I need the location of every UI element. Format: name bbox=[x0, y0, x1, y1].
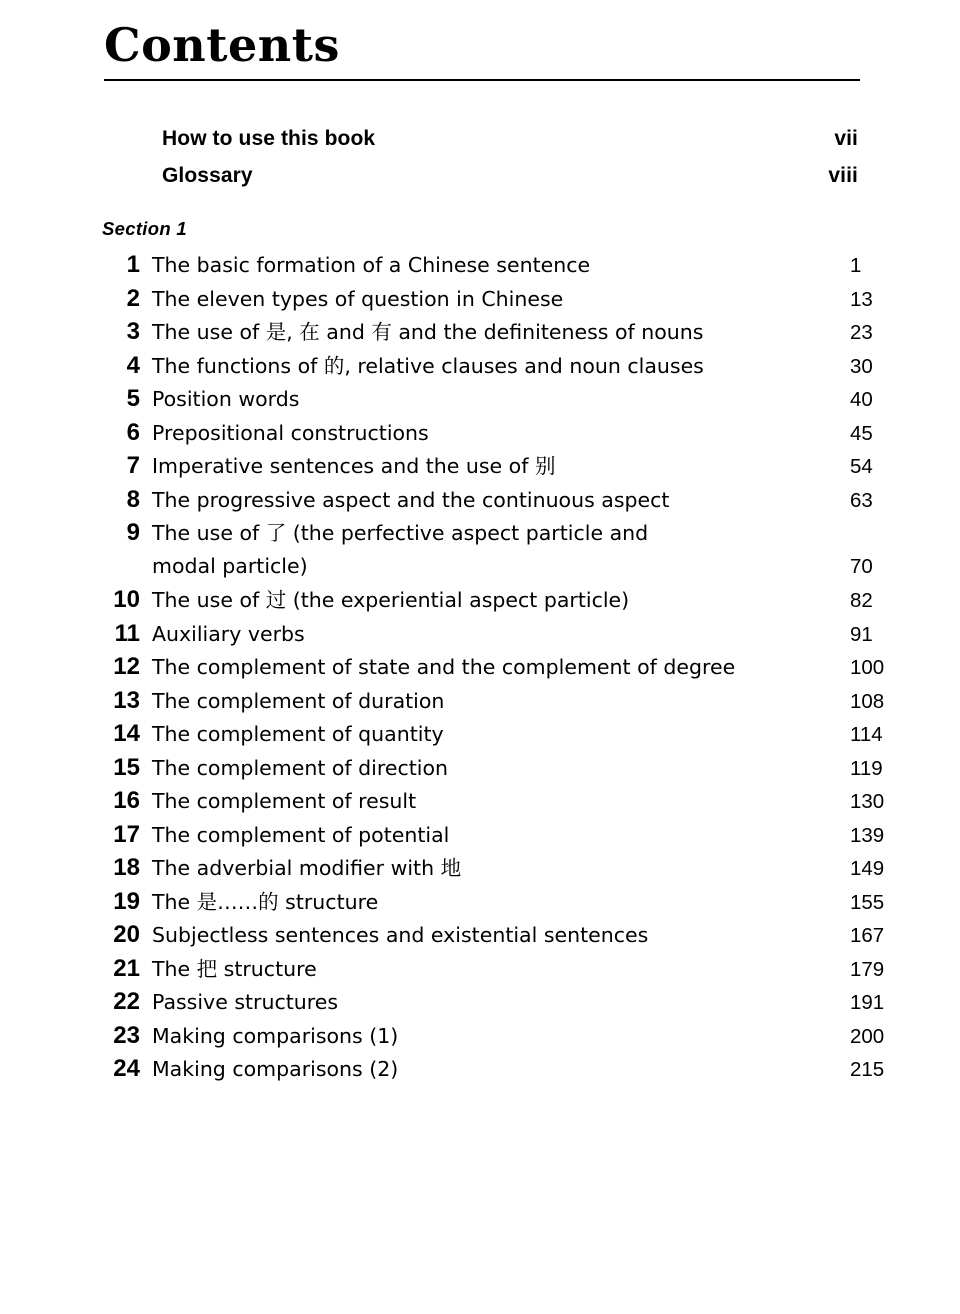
toc-row[interactable] bbox=[0, 483, 960, 517]
toc-number: 2 bbox=[126, 284, 140, 312]
toc-label: Passive structures bbox=[152, 990, 339, 1015]
toc-number: 12 bbox=[113, 653, 140, 681]
toc-label: The complement of direction bbox=[152, 755, 448, 780]
toc-page: 215 bbox=[850, 1058, 885, 1082]
toc-page: 108 bbox=[850, 689, 885, 713]
toc-number: 8 bbox=[126, 485, 140, 513]
toc-page: 155 bbox=[850, 890, 885, 914]
toc-label: The complement of quantity bbox=[152, 722, 444, 747]
toc-row[interactable] bbox=[0, 717, 960, 751]
toc-row[interactable] bbox=[0, 617, 960, 651]
toc-page: 40 bbox=[850, 388, 873, 412]
toc-label: Position words bbox=[152, 387, 300, 412]
toc-label: The 把 structure bbox=[152, 956, 317, 981]
toc-label: Making comparisons (2) bbox=[152, 1057, 399, 1082]
toc-row[interactable] bbox=[0, 1019, 960, 1053]
toc-number: 1 bbox=[126, 251, 140, 279]
toc-row[interactable] bbox=[0, 248, 960, 282]
toc-row[interactable] bbox=[0, 416, 960, 450]
toc-page: 13 bbox=[850, 287, 873, 311]
toc-number: 19 bbox=[113, 887, 140, 915]
toc-label: The adverbial modifier with 地 bbox=[152, 856, 462, 881]
front-matter-list bbox=[0, 127, 960, 188]
front-matter-item[interactable] bbox=[162, 164, 858, 188]
toc-row[interactable] bbox=[0, 985, 960, 1019]
toc-label: The complement of duration bbox=[152, 688, 445, 713]
toc-label: The 是……的 structure bbox=[152, 889, 379, 914]
toc-page: 91 bbox=[850, 622, 873, 646]
toc-page: 23 bbox=[850, 321, 873, 345]
toc-label: The complement of potential bbox=[152, 822, 450, 847]
toc-number: 16 bbox=[113, 787, 140, 815]
toc-page: 119 bbox=[850, 756, 883, 780]
toc-number: 23 bbox=[113, 1021, 140, 1049]
page-title: Contents bbox=[104, 18, 340, 72]
toc-row[interactable] bbox=[0, 516, 960, 550]
toc-page: 100 bbox=[850, 656, 885, 680]
front-matter-label: Glossary bbox=[162, 164, 253, 188]
toc-page: 82 bbox=[850, 589, 873, 613]
toc-page: 1 bbox=[850, 254, 862, 278]
toc-number: 4 bbox=[126, 351, 140, 379]
toc-number: 21 bbox=[113, 954, 140, 982]
toc-label: The complement of state and the complement of degree bbox=[152, 655, 736, 680]
toc-number: 22 bbox=[113, 988, 140, 1016]
toc-number: 15 bbox=[113, 753, 140, 781]
toc-label: The complement of result bbox=[152, 789, 417, 814]
toc-row[interactable] bbox=[0, 784, 960, 818]
toc-number: 10 bbox=[113, 586, 140, 614]
toc-row[interactable] bbox=[0, 885, 960, 919]
toc-label: Prepositional constructions bbox=[152, 420, 429, 445]
toc-label: Making comparisons (1) bbox=[152, 1023, 399, 1048]
toc-number: 6 bbox=[126, 418, 140, 446]
toc-row-continuation[interactable] bbox=[0, 550, 960, 584]
toc-label: The use of 了 (the perfective aspect particle and bbox=[152, 521, 649, 546]
toc-row[interactable] bbox=[0, 1052, 960, 1086]
toc-label: The use of 过 (the experiential aspect particle) bbox=[152, 588, 630, 613]
toc-row[interactable] bbox=[0, 349, 960, 383]
front-matter-page: viii bbox=[828, 164, 858, 188]
toc-page: 54 bbox=[850, 455, 873, 479]
toc-page: 114 bbox=[850, 723, 883, 747]
toc-row[interactable] bbox=[0, 918, 960, 952]
toc-label: The progressive aspect and the continuous aspect bbox=[152, 487, 670, 512]
toc-row[interactable] bbox=[0, 449, 960, 483]
toc-row[interactable] bbox=[0, 315, 960, 349]
toc-label: Subjectless sentences and existential sentences bbox=[152, 923, 649, 948]
toc-number: 5 bbox=[126, 385, 140, 413]
toc-page: 191 bbox=[850, 991, 885, 1015]
toc-row[interactable] bbox=[0, 851, 960, 885]
section-heading: Section 1 bbox=[102, 218, 187, 240]
toc-number: 3 bbox=[126, 318, 140, 346]
front-matter-label: How to use this book bbox=[162, 127, 376, 151]
toc-page: 200 bbox=[850, 1024, 885, 1048]
title-divider bbox=[104, 79, 860, 81]
toc-row[interactable] bbox=[0, 952, 960, 986]
toc-number: 13 bbox=[113, 686, 140, 714]
toc-page: 167 bbox=[850, 924, 885, 948]
toc-number: 9 bbox=[126, 519, 140, 547]
toc-page: 45 bbox=[850, 421, 873, 445]
front-matter-item[interactable] bbox=[162, 127, 858, 151]
toc-page: 70 bbox=[850, 554, 873, 578]
toc-number: 11 bbox=[114, 619, 140, 647]
toc-page: 139 bbox=[850, 823, 885, 847]
toc-label: The functions of 的, relative clauses and noun clauses bbox=[152, 353, 704, 378]
front-matter-page: vii bbox=[834, 127, 858, 151]
toc-label: Auxiliary verbs bbox=[152, 621, 305, 646]
toc-row[interactable] bbox=[0, 751, 960, 785]
toc-page: 179 bbox=[850, 957, 885, 981]
toc-number: 20 bbox=[113, 921, 140, 949]
toc-number: 17 bbox=[113, 820, 140, 848]
toc-row[interactable] bbox=[0, 684, 960, 718]
toc-page: 130 bbox=[850, 790, 885, 814]
toc-row[interactable] bbox=[0, 583, 960, 617]
toc-page: 30 bbox=[850, 354, 873, 378]
toc-number: 18 bbox=[113, 854, 140, 882]
toc-page: 63 bbox=[850, 488, 873, 512]
toc-page: 149 bbox=[850, 857, 885, 881]
toc-number: 24 bbox=[113, 1055, 140, 1083]
toc-number: 14 bbox=[113, 720, 140, 748]
toc-row[interactable] bbox=[0, 818, 960, 852]
toc-label: The use of 是, 在 and 有 and the definiteness of nouns bbox=[152, 320, 704, 345]
toc-row[interactable] bbox=[0, 382, 960, 416]
toc-label: The basic formation of a Chinese sentence bbox=[152, 253, 591, 278]
toc-row[interactable] bbox=[0, 282, 960, 316]
toc-number: 7 bbox=[126, 452, 140, 480]
toc-label: modal particle) bbox=[152, 553, 308, 578]
toc-row[interactable] bbox=[0, 650, 960, 684]
toc-label: The eleven types of question in Chinese bbox=[152, 286, 564, 311]
toc-label: Imperative sentences and the use of 别 bbox=[152, 454, 556, 479]
toc-list bbox=[0, 248, 960, 1086]
